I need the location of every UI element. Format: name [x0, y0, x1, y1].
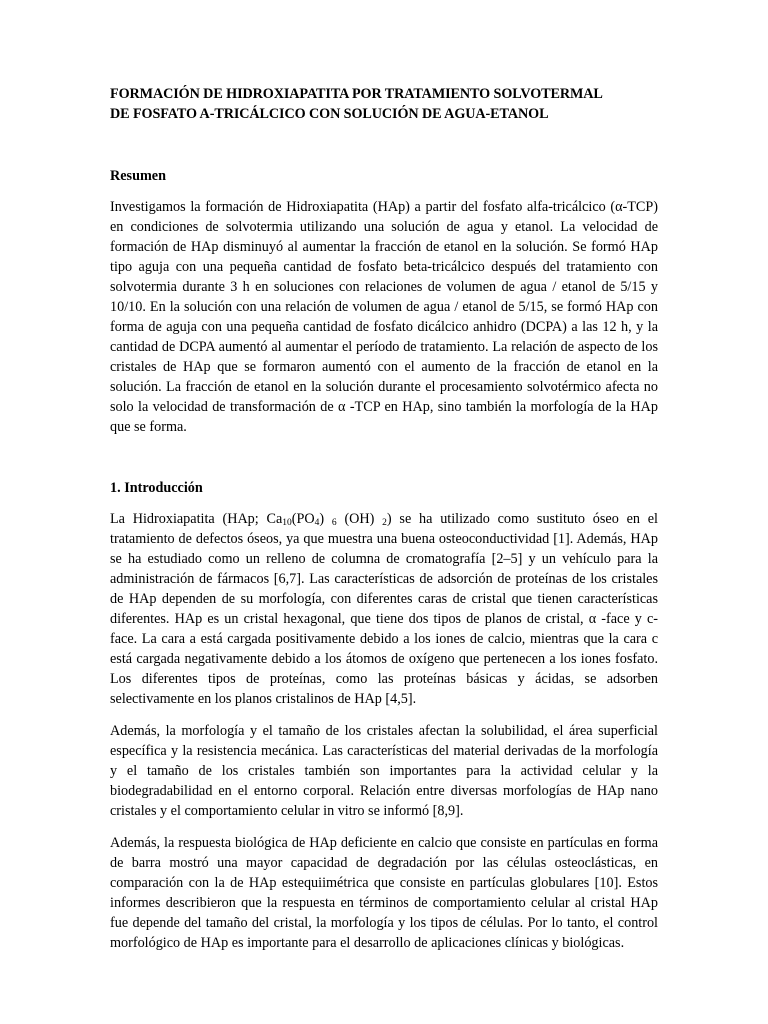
formula-part-po: (PO — [291, 511, 315, 527]
formula-subscript-po: 4 — [314, 518, 320, 528]
formula-part-close: ) — [319, 511, 332, 527]
formula-subscript-ca: 10 — [282, 518, 292, 528]
intro-p1-lead: La Hidroxiapatita (HAp; Ca — [110, 511, 283, 527]
introduction-paragraph-1 — [110, 509, 658, 709]
introduction-paragraph-3: Además, la respuesta biológica de HAp deficiente en calcio que consiste en partículas en forma de barra mostró una mayor capacidad de degradación por las células osteoclásticas, en comparación con la de HAp estequiimétrica que consiste en partículas globulares [10]. Estos informes describieron que la respuesta en términos de comportamiento celular al cristal HAp fue depende del tamaño del cristal, la morfología y los tipos de células. Por lo tanto, el control morfológico de HAp es importante para el desarrollo de aplicaciones clínicas y biológicas. — [110, 835, 658, 951]
abstract-heading: Resumen — [110, 168, 166, 184]
formula-part-oh: (OH) — [336, 511, 383, 527]
paper-title — [110, 84, 658, 124]
paper-title-line-2: DE FOSFATO A-TRICÁLCICO CON SOLUCIÓN DE AGUA-ETANOL — [110, 106, 549, 122]
abstract-text: Investigamos la formación de Hidroxiapatita (HAp) a partir del fosfato alfa-tricálcico (α-TCP) en condiciones de solvotermia utilizando una solución de agua y etanol. La velocidad de formación de HAp disminuyó al aumentar la fracción de etanol en la solución. Se formó HAp tipo aguja con una pequeña cantidad de fosfato beta-tricálcico después del tratamiento con solvotermia durante 3 h en soluciones con relaciones de volumen de agua / etanol de 5/15 y 10/10. En la solución con una relación de volumen de agua / etanol de 5/15, se formó HAp con forma de aguja con una pequeña cantidad de fosfato dicálcico anhidro (DCPA) a las 12 h, y la cantidad de DCPA aumentó al aumentar el período de tratamiento. La relación de aspecto de los cristales de HAp que se formaron aumentó con el aumento de la fracción de etanol en la solución. La fracción de etanol en la solución durante el procesamiento solvotérmico afecta no solo la velocidad de transformación de α -TCP en HAp, sino también la morfología de la HAp que se forma. — [110, 199, 658, 435]
formula-subscript-6: 6 — [331, 518, 337, 528]
introduction-paragraph-2: Además, la morfología y el tamaño de los cristales afectan la solubilidad, el área superficial específica y la resistencia mecánica. Las características del material derivadas de la morfología y el tamaño de los cristales también son importantes para la actividad celular y la biodegradabilidad en el entorno corporal. Relación entre diversas morfologías de HAp nano cristales y el comportamiento celular in vitro se informó [8,9]. — [110, 723, 658, 819]
introduction-heading: 1. Introducción — [110, 480, 203, 496]
document-page — [110, 84, 658, 953]
formula-subscript-2: 2 — [382, 518, 387, 528]
intro-p1-body: ) se ha utilizado como sustituto óseo en el tratamiento de defectos óseos, ya que muestra una buena osteoconductividad [1]. Además, HAp se ha estudiado como un relleno de columna de cromatografía [2–5] y un vehículo para la administración de fármacos [6,7]. Las características de adsorción de proteínas de los cristales de HAp dependen de su morfología, con diferentes caras de cristal que tienen características diferentes. HAp es un cristal hexagonal, que tiene dos tipos de planos de cristal, α -face y c-face. La cara a está cargada positivamente debido a los iones de calcio, mientras que la cara c está cargada negativamente debido a los átomos de oxígeno que pertenecen a los iones fosfato. Los diferentes tipos de proteínas, como las proteínas básicas y ácidas, se adsorben selectivamente en los planos cristalinos de HAp [4,5]. — [110, 511, 658, 707]
paper-title-line-1: FORMACIÓN DE HIDROXIAPATITA POR TRATAMIENTO SOLVOTERMAL — [110, 86, 603, 102]
